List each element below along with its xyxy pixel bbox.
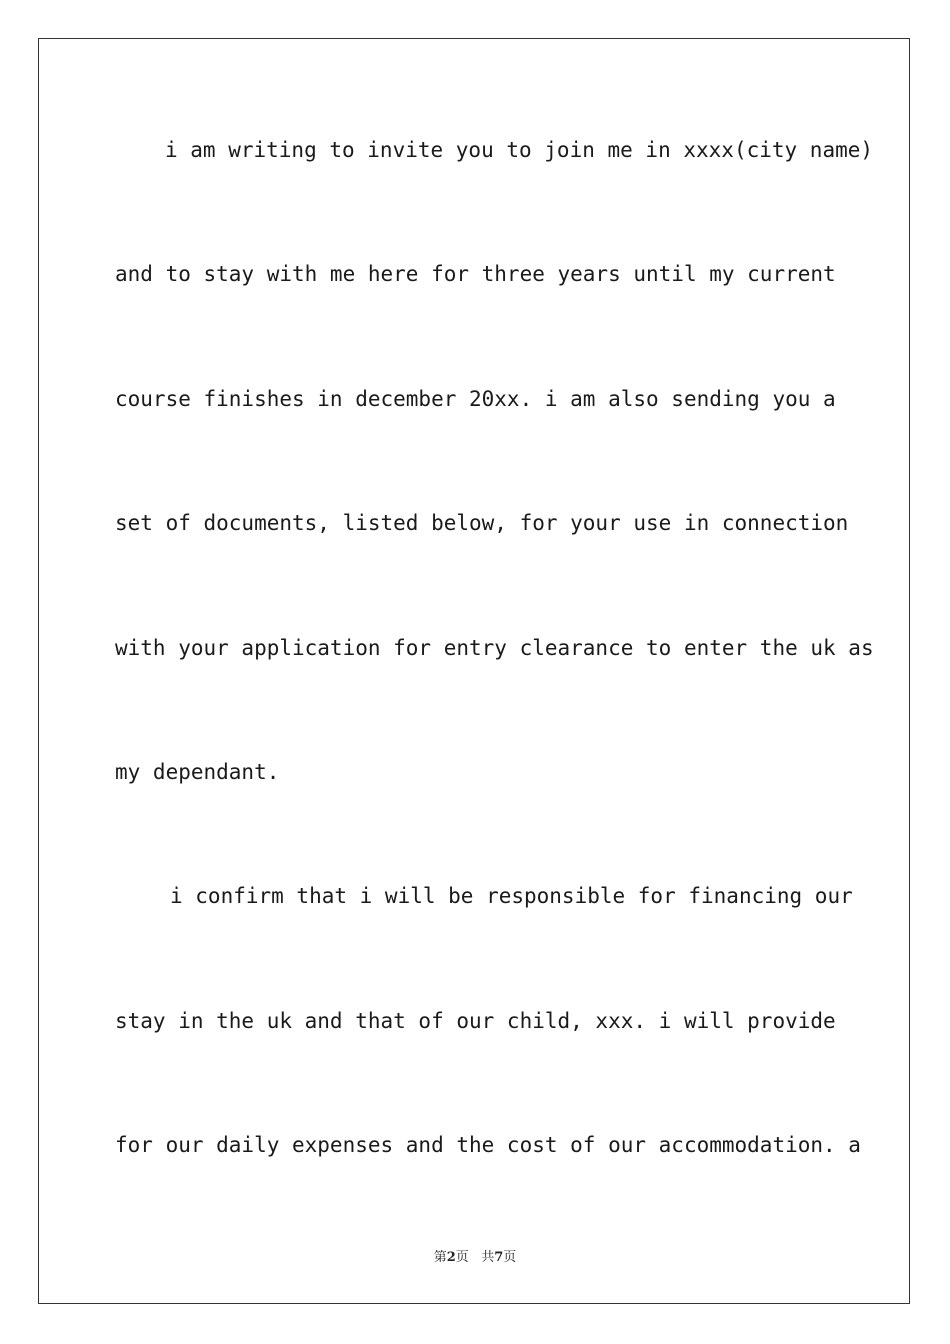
- paragraph-1-line-1: i am writing to invite you to join me in xxxx(city name): [165, 138, 874, 162]
- footer-current-page: 2: [446, 1250, 456, 1265]
- paragraph-1-line-6: my dependant.: [115, 760, 280, 784]
- paragraph-1-line-5: with your application for entry clearance to enter the uk as: [115, 636, 874, 660]
- footer-total-pages: 7: [494, 1250, 504, 1265]
- footer-suffix: 页: [503, 1250, 517, 1265]
- paragraph-2-line-1: i confirm that i will be responsible for financing our: [170, 884, 853, 908]
- footer-prefix: 第: [433, 1250, 447, 1265]
- page-border: [38, 38, 910, 1304]
- paragraph-2-line-2: stay in the uk and that of our child, xxx. i will provide: [115, 1009, 836, 1033]
- paragraph-1-line-2: and to stay with me here for three years until my current: [115, 262, 836, 286]
- paragraph-1-line-4: set of documents, listed below, for your use in connection: [115, 511, 849, 535]
- page-number-footer: [0, 1246, 950, 1265]
- paragraph-2-line-3: for our daily expenses and the cost of our accommodation. a: [115, 1133, 861, 1157]
- paragraph-1-line-3: course finishes in december 20xx. i am also sending you a: [115, 387, 836, 411]
- footer-mid: 页 共: [455, 1250, 495, 1265]
